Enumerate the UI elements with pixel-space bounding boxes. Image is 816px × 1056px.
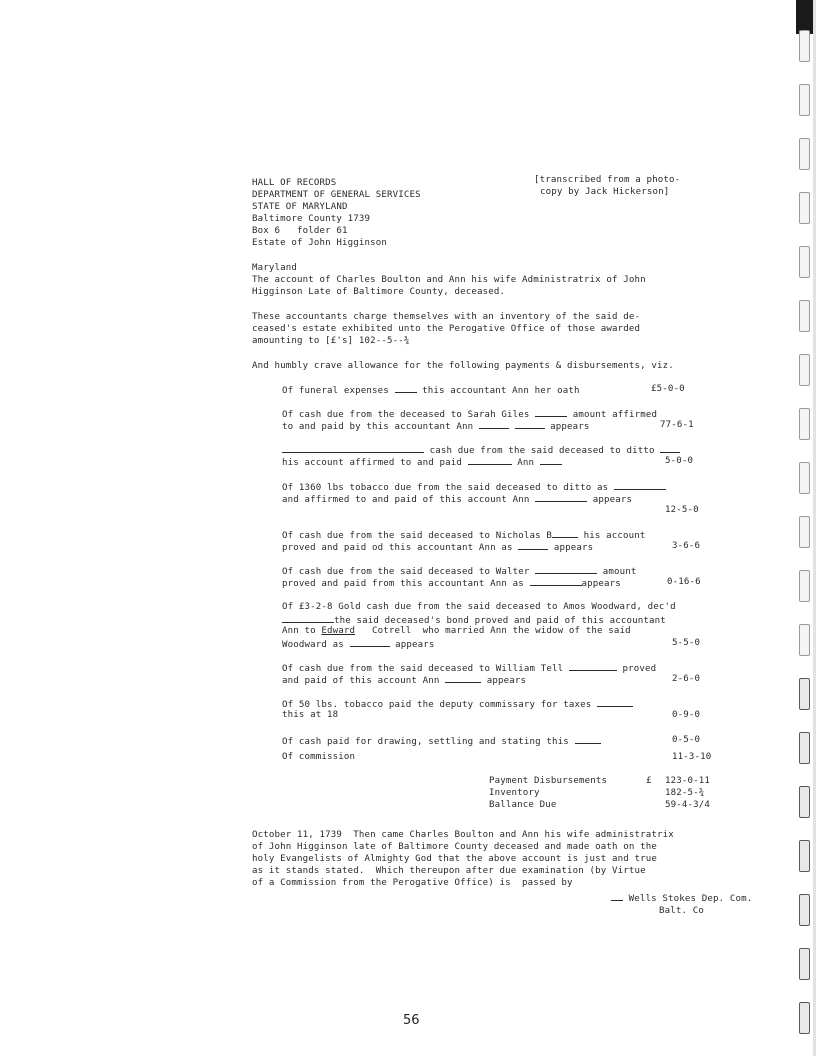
- summary-value: 59-4-3/4: [665, 800, 710, 810]
- charge-line: ceased's estate exhibited unto the Perogative Office of those awarded: [252, 324, 641, 334]
- entry-text: proved and paid from this accountant Ann as appears: [282, 576, 621, 590]
- summary-value: 182-5-¾: [665, 788, 705, 798]
- intro-place: Maryland: [252, 263, 297, 273]
- entry-text: Of cash due from the said deceased to Nicholas B his account: [282, 528, 646, 542]
- entry-text: Woodward as appears: [282, 637, 435, 651]
- crave-line: And humbly crave allowance for the following payments & disbursements, viz.: [252, 361, 674, 371]
- entry-text: Of cash paid for drawing, settling and stating this: [282, 734, 601, 748]
- transcription-note: [transcribed from a photo-: [534, 175, 681, 185]
- binder-tab: [799, 192, 810, 224]
- closing-line: of John Higginson late of Baltimore County deceased and made oath on the: [252, 842, 657, 852]
- header-line: DEPARTMENT OF GENERAL SERVICES: [252, 190, 421, 200]
- entry-text: his account affirmed to and paid Ann: [282, 455, 562, 469]
- entry-amount: 0-5-0: [672, 735, 701, 745]
- binder-tab: [799, 462, 810, 494]
- binder-tab: [799, 354, 810, 386]
- charge-line: amounting to [£'s] 102--5--¾: [252, 336, 410, 346]
- closing-line: October 11, 1739 Then came Charles Boulton and Ann his wife administratrix: [252, 830, 674, 840]
- entry-amount: 0-9-0: [672, 710, 701, 720]
- header-line: Baltimore County 1739: [252, 214, 371, 224]
- entry-text: to and paid by this accountant Ann appears: [282, 419, 590, 433]
- signature-line: Balt. Co: [659, 906, 704, 916]
- charge-line: These accountants charge themselves with an inventory of the said de-: [252, 312, 641, 322]
- closing-line: holy Evangelists of Almighty God that the above account is just and true: [252, 854, 657, 864]
- entry-text: and paid of this account Ann appears: [282, 673, 526, 687]
- entry-amount: 3-6-6: [672, 541, 701, 551]
- entry-amount: 5-0-0: [665, 456, 694, 466]
- binder-tab: [799, 840, 810, 872]
- summary-label: Ballance Due: [489, 800, 557, 810]
- entry-text: Of £3-2-8 Gold cash due from the said deceased to Amos Woodward, dec'd: [282, 602, 676, 612]
- summary-currency: £: [646, 776, 652, 786]
- binder-tab: [799, 516, 810, 548]
- entry-text: Of commission: [282, 752, 356, 762]
- intro-line: The account of Charles Boulton and Ann his wife Administratrix of John: [252, 275, 646, 285]
- entry-text: and affirmed to and paid of this account Ann appears: [282, 492, 632, 506]
- binder-tab: [799, 678, 810, 710]
- entry-amount: 2-6-0: [672, 674, 701, 684]
- entry-text: cash due from the said deceased to ditto: [282, 443, 680, 457]
- closing-line: of a Commission from the Perogative Office) is passed by: [252, 878, 573, 888]
- binder-tab: [799, 894, 810, 926]
- header-line: Estate of John Higginson: [252, 238, 387, 248]
- entry-amount: 77-6-1: [660, 420, 694, 430]
- binder-tab: [799, 624, 810, 656]
- binder-tab: [799, 138, 810, 170]
- binder-tab: [799, 246, 810, 278]
- summary-label: Payment Disbursements: [489, 776, 608, 786]
- binder-tab: [799, 570, 810, 602]
- entry-text: Of cash due from the said deceased to Walter amount: [282, 564, 637, 578]
- entry-text: Of 1360 lbs tobacco due from the said deceased to ditto as: [282, 480, 666, 494]
- transcription-note: copy by Jack Hickerson]: [540, 187, 670, 197]
- entry-text: Of cash due from the deceased to Sarah Giles amount affirmed: [282, 407, 657, 421]
- header-line: STATE OF MARYLAND: [252, 202, 348, 212]
- binder-tab: [799, 408, 810, 440]
- entry-text: Of cash due from the said deceased to William Tell proved: [282, 661, 656, 675]
- binder-tab: [799, 786, 810, 818]
- entry-text: the said deceased's bond proved and paid of this accountant: [282, 613, 666, 627]
- header-line: HALL OF RECORDS: [252, 178, 337, 188]
- entry-amount: 0-16-6: [667, 577, 701, 587]
- entry-amount: 11-3-10: [672, 752, 712, 762]
- summary-label: Inventory: [489, 788, 540, 798]
- binder-tab: [799, 1002, 810, 1034]
- binder-tab: [799, 732, 810, 764]
- entry-amount: 12-5-0: [665, 505, 699, 515]
- entry-amount: £5-0-0: [651, 384, 685, 394]
- closing-line: as it stands stated. Which thereupon after due examination (by Virtue: [252, 866, 646, 876]
- signature-line: Wells Stokes Dep. Com.: [611, 891, 752, 905]
- binder-tab: [799, 84, 810, 116]
- header-line: Box 6 folder 61: [252, 226, 348, 236]
- entry-text: Of 50 lbs. tobacco paid the deputy commissary for taxes: [282, 697, 633, 711]
- binder-tab: [799, 30, 810, 62]
- entry-text: proved and paid od this accountant Ann as appears: [282, 540, 593, 554]
- entry-text: Ann to Edward Cotrell who married Ann the widow of the said: [282, 626, 631, 636]
- entry-text: this at 18: [282, 710, 339, 720]
- entry-text: Of funeral expenses this accountant Ann her oath: [282, 383, 580, 397]
- entry-amount: 5-5-0: [672, 638, 701, 648]
- summary-value: 123-0-11: [665, 776, 710, 786]
- binder-tab: [799, 948, 810, 980]
- page-number: 56: [403, 1013, 420, 1028]
- binder-tab: [799, 300, 810, 332]
- intro-line: Higginson Late of Baltimore County, deceased.: [252, 287, 506, 297]
